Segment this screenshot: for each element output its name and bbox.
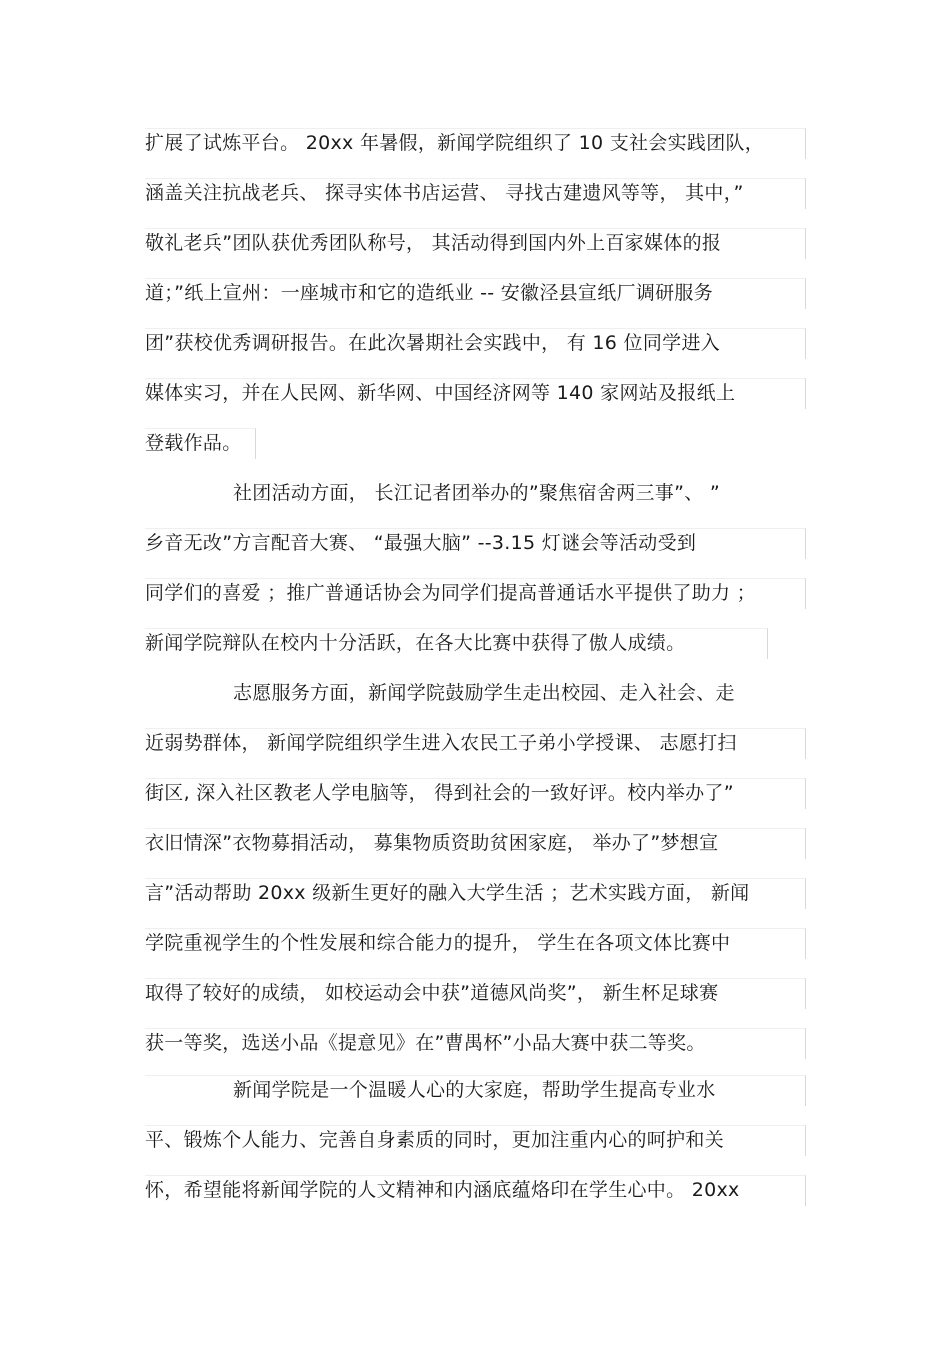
paragraph-start-line: 社团活动方面， 长江记者团举办的”聚焦宿舍两三事”、 ” (233, 482, 721, 504)
text-line: 近弱势群体， 新闻学院组织学生进入农民工子弟小学授课、 志愿打扫 (145, 732, 737, 754)
text-line: 扩展了试炼平台。 20xx 年暑假，新闻学院组织了 10 支社会实践团队， (145, 132, 765, 154)
paragraph-start-line: 新闻学院是一个温暖人心的大家庭，帮助学生提高专业水 (233, 1079, 716, 1101)
text-line: 媒体实习，并在人民网、新华网、中国经济网等 140 家网站及报纸上 (145, 382, 736, 404)
text-line: 新闻学院辩队在校内十分活跃，在各大比赛中获得了傲人成绩。 (145, 632, 686, 654)
text-line: 团”获校优秀调研报告。在此次暑期社会实践中， 有 16 位同学进入 (145, 332, 721, 354)
text-line: 敬礼老兵”团队获优秀团队称号， 其活动得到国内外上百家媒体的报 (145, 232, 722, 254)
text-line: 怀，希望能将新闻学院的人文精神和内涵底蕴烙印在学生心中。 20xx (145, 1179, 740, 1201)
text-line: 涵盖关注抗战老兵、 探寻实体书店运营、 寻找古建遗风等等， 其中，” (145, 182, 744, 204)
text-line: 言”活动帮助 20xx 级新生更好的融入大学生活 ；艺术实践方面， 新闻 (145, 882, 750, 904)
text-line: 同学们的喜爱 ；推广普通话协会为同学们提高普通话水平提供了助力 ； (145, 582, 756, 604)
text-line: 平、锻炼个人能力、完善自身素质的同时，更加注重内心的呵护和关 (145, 1129, 725, 1151)
text-line: 登载作品。 (145, 432, 242, 454)
text-line: 获一等奖，选送小品《提意见》在”曹禺杯”小品大赛中获二等奖。 (145, 1032, 706, 1054)
text-line: 街区, 深入社区教老人学电脑等， 得到社会的一致好评。校内举办了” (145, 782, 734, 804)
paragraph-start-line: 志愿服务方面，新闻学院鼓励学生走出校园、走入社会、走 (233, 682, 735, 704)
text-line: 道；”纸上宣州：一座城市和它的造纸业 -- 安徽泾县宣纸厂调研服务 (145, 282, 714, 304)
text-line: 学院重视学生的个性发展和综合能力的提升， 学生在各项文体比赛中 (145, 932, 731, 954)
text-line: 乡音无改”方言配音大赛、 “最强大脑” --3.15 灯谜会等活动受到 (145, 532, 697, 554)
text-line: 取得了较好的成绩， 如校运动会中获”道德风尚奖”， 新生杯足球赛 (145, 982, 719, 1004)
text-line: 衣旧情深”衣物募捐活动， 募集物质资助贫困家庭， 举办了”梦想宣 (145, 832, 719, 854)
